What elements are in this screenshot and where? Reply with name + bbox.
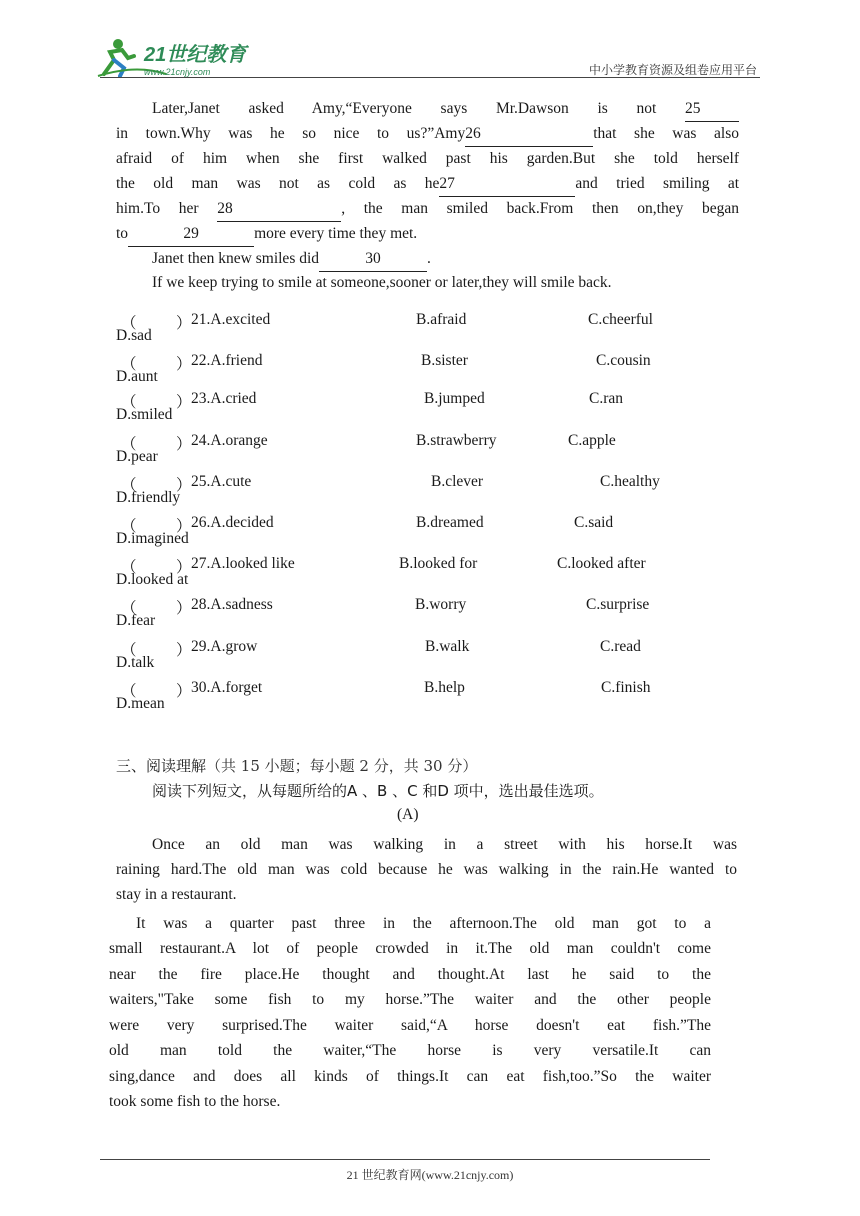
option-d: D.sad (116, 327, 152, 344)
option-b: B.strawberry (416, 432, 497, 449)
option-b: B.sister (421, 352, 468, 369)
option-c: C.finish (601, 679, 651, 696)
passage-a-line: old man told the waiter,“The horse is very versatile.It can (109, 1042, 711, 1059)
option-d: D.looked at (116, 571, 189, 588)
answer-paren-open: （ (121, 394, 137, 411)
site-logo (96, 34, 266, 80)
cloze-line-5: him.To her 28 , the man smiled back.From then on,they began (116, 196, 739, 222)
option-d: D.imagined (116, 530, 189, 547)
answer-paren-close: ） (176, 642, 192, 659)
option-b: B.clever (431, 473, 484, 490)
section-instruction: 阅读下列短文，从每题所给的A 、B 、C 和D 项中，选出最佳选项。 (152, 782, 604, 800)
option-a: 22.A.friend (191, 352, 263, 369)
answer-paren-open: （ (121, 642, 137, 659)
passage-a-line: stay in a restaurant. (116, 886, 237, 903)
option-a: 30.A.forget (191, 679, 263, 696)
option-c: C.apple (568, 432, 616, 449)
option-b: B.afraid (416, 311, 467, 328)
option-b: B.worry (415, 596, 467, 613)
option-d: D.smiled (116, 406, 173, 423)
answer-paren-close: ） (176, 683, 192, 700)
passage-a-line: It was a quarter past three in the afternoon.The old man got to a (136, 915, 711, 932)
answer-paren-close: ） (176, 394, 192, 411)
option-c: C.said (574, 514, 614, 531)
logo-text: 21世纪教育 (144, 44, 247, 66)
option-a: 28.A.sadness (191, 596, 273, 613)
option-c: C.cheerful (588, 311, 653, 328)
answer-paren-open: （ (121, 477, 137, 494)
option-a: 26.A.decided (191, 514, 274, 531)
option-c: C.read (600, 638, 641, 655)
option-a: 21.A.excited (191, 311, 271, 328)
footer-divider (100, 1159, 710, 1160)
answer-paren-close: ） (176, 600, 192, 617)
option-d: D.pear (116, 448, 158, 465)
passage-a-line: raining hard.The old man was cold because he was walking in the rain.He wanted to (116, 861, 737, 878)
cloze-line-2: in town.Why was he so nice to us?”Amy26 that she was also (116, 121, 739, 147)
passage-a-line: sing,dance and does all kinds of things.It can eat fish,too.”So the waiter (109, 1068, 711, 1085)
cloze-line-1: Later,Janet asked Amy,“Everyone says Mr.Dawson is not 25 (152, 96, 739, 122)
option-a: 23.A.cried (191, 390, 257, 407)
option-a: 29.A.grow (191, 638, 258, 655)
option-c: C.ran (589, 390, 624, 407)
footer-text: 21 世纪教育网(www.21cnjy.com) (346, 1168, 514, 1182)
option-d: D.fear (116, 612, 156, 629)
answer-paren-open: （ (121, 356, 137, 373)
option-c: C.surprise (586, 596, 650, 613)
answer-paren-open: （ (121, 315, 137, 332)
option-c: C.looked after (557, 555, 646, 572)
passage-a-line: were very surprised.The waiter said,“A horse doesn't eat fish.”The (109, 1017, 711, 1034)
blank-26: 26 (465, 121, 593, 147)
option-d: D.aunt (116, 368, 158, 385)
option-a: 25.A.cute (191, 473, 252, 490)
option-a: 27.A.looked like (191, 555, 295, 572)
header-divider (100, 77, 760, 78)
blank-27: 27 (439, 171, 575, 197)
cloze-line-4: the old man was not as cold as he27 and tried smiling at (116, 171, 739, 197)
answer-paren-close: ） (176, 315, 192, 332)
option-b: B.jumped (424, 390, 485, 407)
option-a: 24.A.orange (191, 432, 268, 449)
option-b: B.walk (425, 638, 470, 655)
option-d: D.mean (116, 695, 165, 712)
answer-paren-open: （ (121, 559, 137, 576)
option-d: D.talk (116, 654, 155, 671)
blank-28: 28 (217, 196, 341, 222)
passage-label: (A) (397, 806, 419, 823)
passage-a-line: small restaurant.A lot of people crowded in it.The old man couldn't come (109, 940, 711, 957)
passage-a-line: near the fire place.He thought and thought.At last he said to the (109, 966, 711, 983)
answer-paren-open: （ (121, 600, 137, 617)
blank-25: 25 (685, 96, 739, 122)
option-c: C.healthy (600, 473, 660, 490)
blank-29: 29 (128, 221, 254, 247)
runner-logo-icon (96, 34, 266, 80)
passage-a-line: waiters,"Take some fish to my horse.”The waiter and the other people (109, 991, 711, 1008)
option-d: D.friendly (116, 489, 181, 506)
answer-paren-close: ） (176, 559, 192, 576)
passage-a-line: took some fish to the horse. (109, 1093, 281, 1110)
cloze-line-3: afraid of him when she first walked past his garden.But she told herself (116, 150, 739, 167)
answer-paren-open: （ (121, 683, 137, 700)
answer-paren-close: ） (176, 356, 192, 373)
cloze-line-7: Janet then knew smiles did 30 . (152, 246, 431, 272)
answer-paren-close: ） (176, 477, 192, 494)
answer-paren-open: （ (121, 518, 137, 535)
section-heading: 三、阅读理解（共 15 小题；每小题 2 分，共 30 分） (116, 757, 478, 775)
option-b: B.looked for (399, 555, 478, 572)
option-c: C.cousin (596, 352, 651, 369)
passage-a-line: Once an old man was walking in a street with his horse.It was (152, 836, 737, 853)
answer-paren-close: ） (176, 436, 192, 453)
cloze-line-6: to 29 more every time they met. (116, 221, 417, 247)
answer-paren-close: ） (176, 518, 192, 535)
answer-paren-open: （ (121, 436, 137, 453)
blank-30: 30 (319, 246, 427, 272)
option-b: B.dreamed (416, 514, 484, 531)
option-b: B.help (424, 679, 465, 696)
cloze-line-8: If we keep trying to smile at someone,sooner or later,they will smile back. (152, 274, 612, 291)
logo-url: www.21cnjy.com (144, 67, 211, 77)
platform-label: 中小学教育资源及组卷应用平台 (588, 63, 757, 77)
